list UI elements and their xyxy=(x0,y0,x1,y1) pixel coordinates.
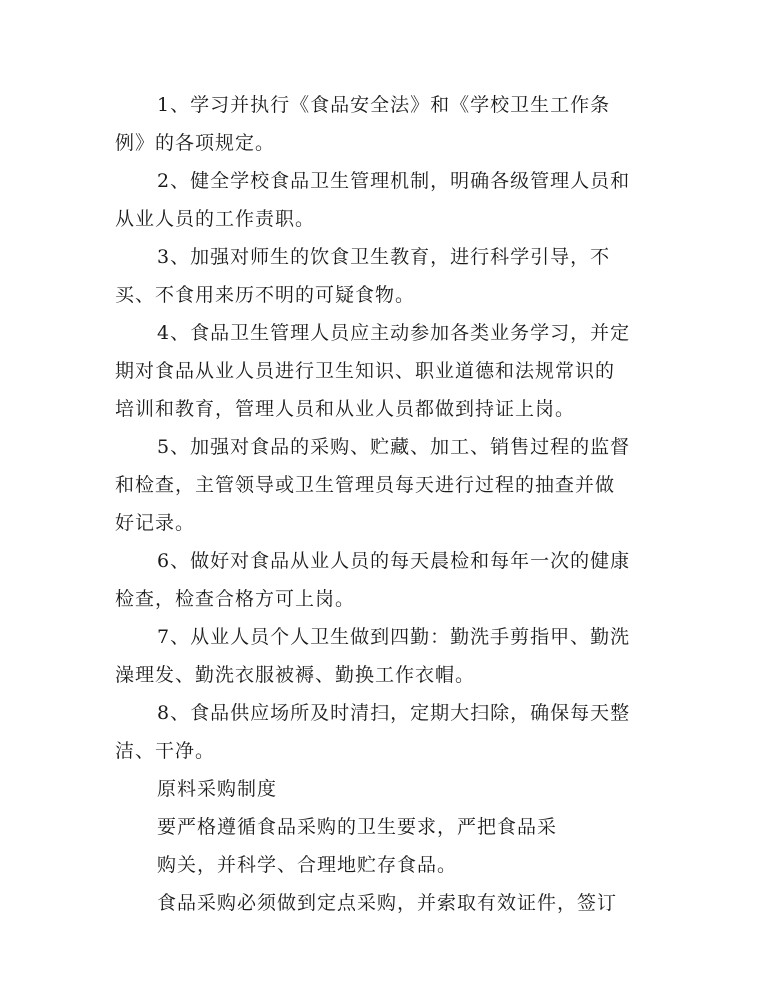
text-line: 购关，并科学、合理地贮存食品。 xyxy=(157,854,458,876)
text-line: 3、加强对师生的饮食卫生教育，进行科学引导，不 xyxy=(157,246,611,268)
text-line: 检查，检查合格方可上岗。 xyxy=(115,588,356,610)
text-line: 4、食品卫生管理人员应主动参加各类业务学习，并定 xyxy=(157,322,631,344)
text-line: 6、做好对食品从业人员的每天晨检和每年一次的健康 xyxy=(157,550,631,572)
text-line: 澡理发、勤洗衣服被褥、勤换工作衣帽。 xyxy=(115,664,476,686)
text-line: 买、不食用来历不明的可疑食物。 xyxy=(115,284,416,306)
text-line: 原料采购制度 xyxy=(157,778,278,800)
text-line: 7、从业人员个人卫生做到四勤：勤洗手剪指甲、勤洗 xyxy=(157,626,631,648)
text-line: 食品采购必须做到定点采购，并索取有效证件，签订 xyxy=(157,892,618,914)
text-line: 和检查，主管领导或卫生管理员每天进行过程的抽查并做 xyxy=(115,474,616,496)
document-body xyxy=(115,86,655,922)
text-line: 从业人员的工作责职。 xyxy=(115,208,316,230)
text-line: 要严格遵循食品采购的卫生要求，严把食品采 xyxy=(157,816,558,838)
text-line: 洁、干净。 xyxy=(115,740,216,762)
text-line: 5、加强对食品的采购、贮藏、加工、销售过程的监督 xyxy=(157,436,631,458)
text-line: 例》的各项规定。 xyxy=(115,132,276,154)
text-line: 2、健全学校食品卫生管理机制，明确各级管理人员和 xyxy=(157,170,631,192)
text-line: 8、食品供应场所及时清扫，定期大扫除，确保每天整 xyxy=(157,702,631,724)
text-line: 1、学习并执行《食品安全法》和《学校卫生工作条 xyxy=(157,94,611,116)
text-line: 好记录。 xyxy=(115,512,196,534)
text-line: 培训和教育，管理人员和从业人员都做到持证上岗。 xyxy=(115,398,576,420)
text-line: 期对食品从业人员进行卫生知识、职业道德和法规常识的 xyxy=(115,360,616,382)
